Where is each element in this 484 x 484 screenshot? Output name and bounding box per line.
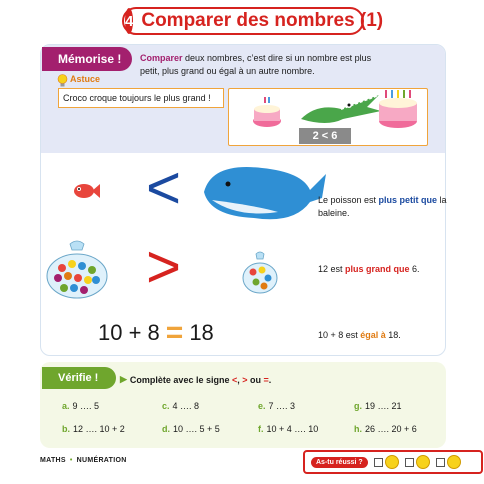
exercise-c[interactable]: c. 4 …. 8 (162, 401, 200, 411)
less-than-sign: < (146, 154, 182, 221)
footer-topic: NUMÉRATION (76, 457, 127, 464)
greater-than-sign: > (146, 233, 182, 300)
equation (98, 316, 214, 349)
lightbulb-icon (57, 74, 68, 88)
footer-subject: MATHS (40, 457, 66, 464)
exercise-a[interactable]: a. 9 …. 5 (62, 401, 100, 411)
exercise-h[interactable]: h. 26 …. 20 + 6 (354, 424, 417, 434)
lesson-header (122, 7, 384, 35)
statement-equal: 10 + 8 est égal à 18. (318, 330, 401, 340)
happy-smiley-icon (385, 455, 399, 469)
croco-example-label: 2 < 6 (299, 128, 351, 144)
exercise-b[interactable]: b. 12 …. 10 + 2 (62, 424, 125, 434)
self-check-label: As-tu réussi ? (311, 457, 368, 468)
astuce-label: Astuce (70, 74, 101, 84)
statement-smaller: Le poisson est plus petit que la baleine. (318, 195, 447, 218)
definition-keyword: Comparer (140, 53, 183, 63)
equals-sign: = (165, 316, 184, 349)
fish-icon (70, 180, 100, 202)
footer-breadcrumb (40, 457, 127, 464)
verifie-instruction: ▶ Complète avec le signe <, > ou =. (120, 374, 272, 385)
statement-greater: 12 est plus grand que 6. (318, 264, 420, 274)
astuce-box: Croco croque toujours le plus grand ! (58, 88, 224, 108)
self-check-checkbox-sad[interactable] (436, 458, 445, 467)
self-check-box (303, 450, 483, 474)
exercise-f[interactable]: f. 10 + 4 …. 10 (258, 424, 319, 434)
sad-smiley-icon (447, 455, 461, 469)
exercise-d[interactable]: d. 10 …. 5 + 5 (162, 424, 220, 434)
neutral-smiley-icon (416, 455, 430, 469)
memorise-tab: Mémorise ! (42, 47, 132, 71)
memorise-definition (140, 52, 380, 78)
lesson-number-badge: 4 (125, 8, 133, 34)
equation-right: 18 (189, 320, 214, 345)
lesson-title: Comparer des nombres (1) (141, 10, 384, 31)
exercise-g[interactable]: g. 19 …. 21 (354, 401, 402, 411)
crocodile-icon (297, 89, 383, 129)
equation-left: 10 + 8 (98, 320, 160, 345)
big-cake-icon (377, 89, 419, 129)
small-cake-icon (251, 95, 283, 129)
small-candy-bag-icon (240, 250, 280, 296)
footer-separator-dot: • (69, 457, 73, 464)
whale-icon (198, 158, 328, 226)
self-check-checkbox-neutral[interactable] (405, 458, 414, 467)
big-candy-bag-icon (42, 238, 112, 300)
triangle-bullet-icon: ▶ (120, 374, 127, 384)
verifie-tab: Vérifie ! (42, 367, 116, 389)
definition-text: deux nombres, c’est dire si un nombre est plus petit, plus grand ou égal à un autre nombre. (140, 53, 372, 76)
exercise-e[interactable]: e. 7 …. 3 (258, 401, 296, 411)
self-check-checkbox-happy[interactable] (374, 458, 383, 467)
